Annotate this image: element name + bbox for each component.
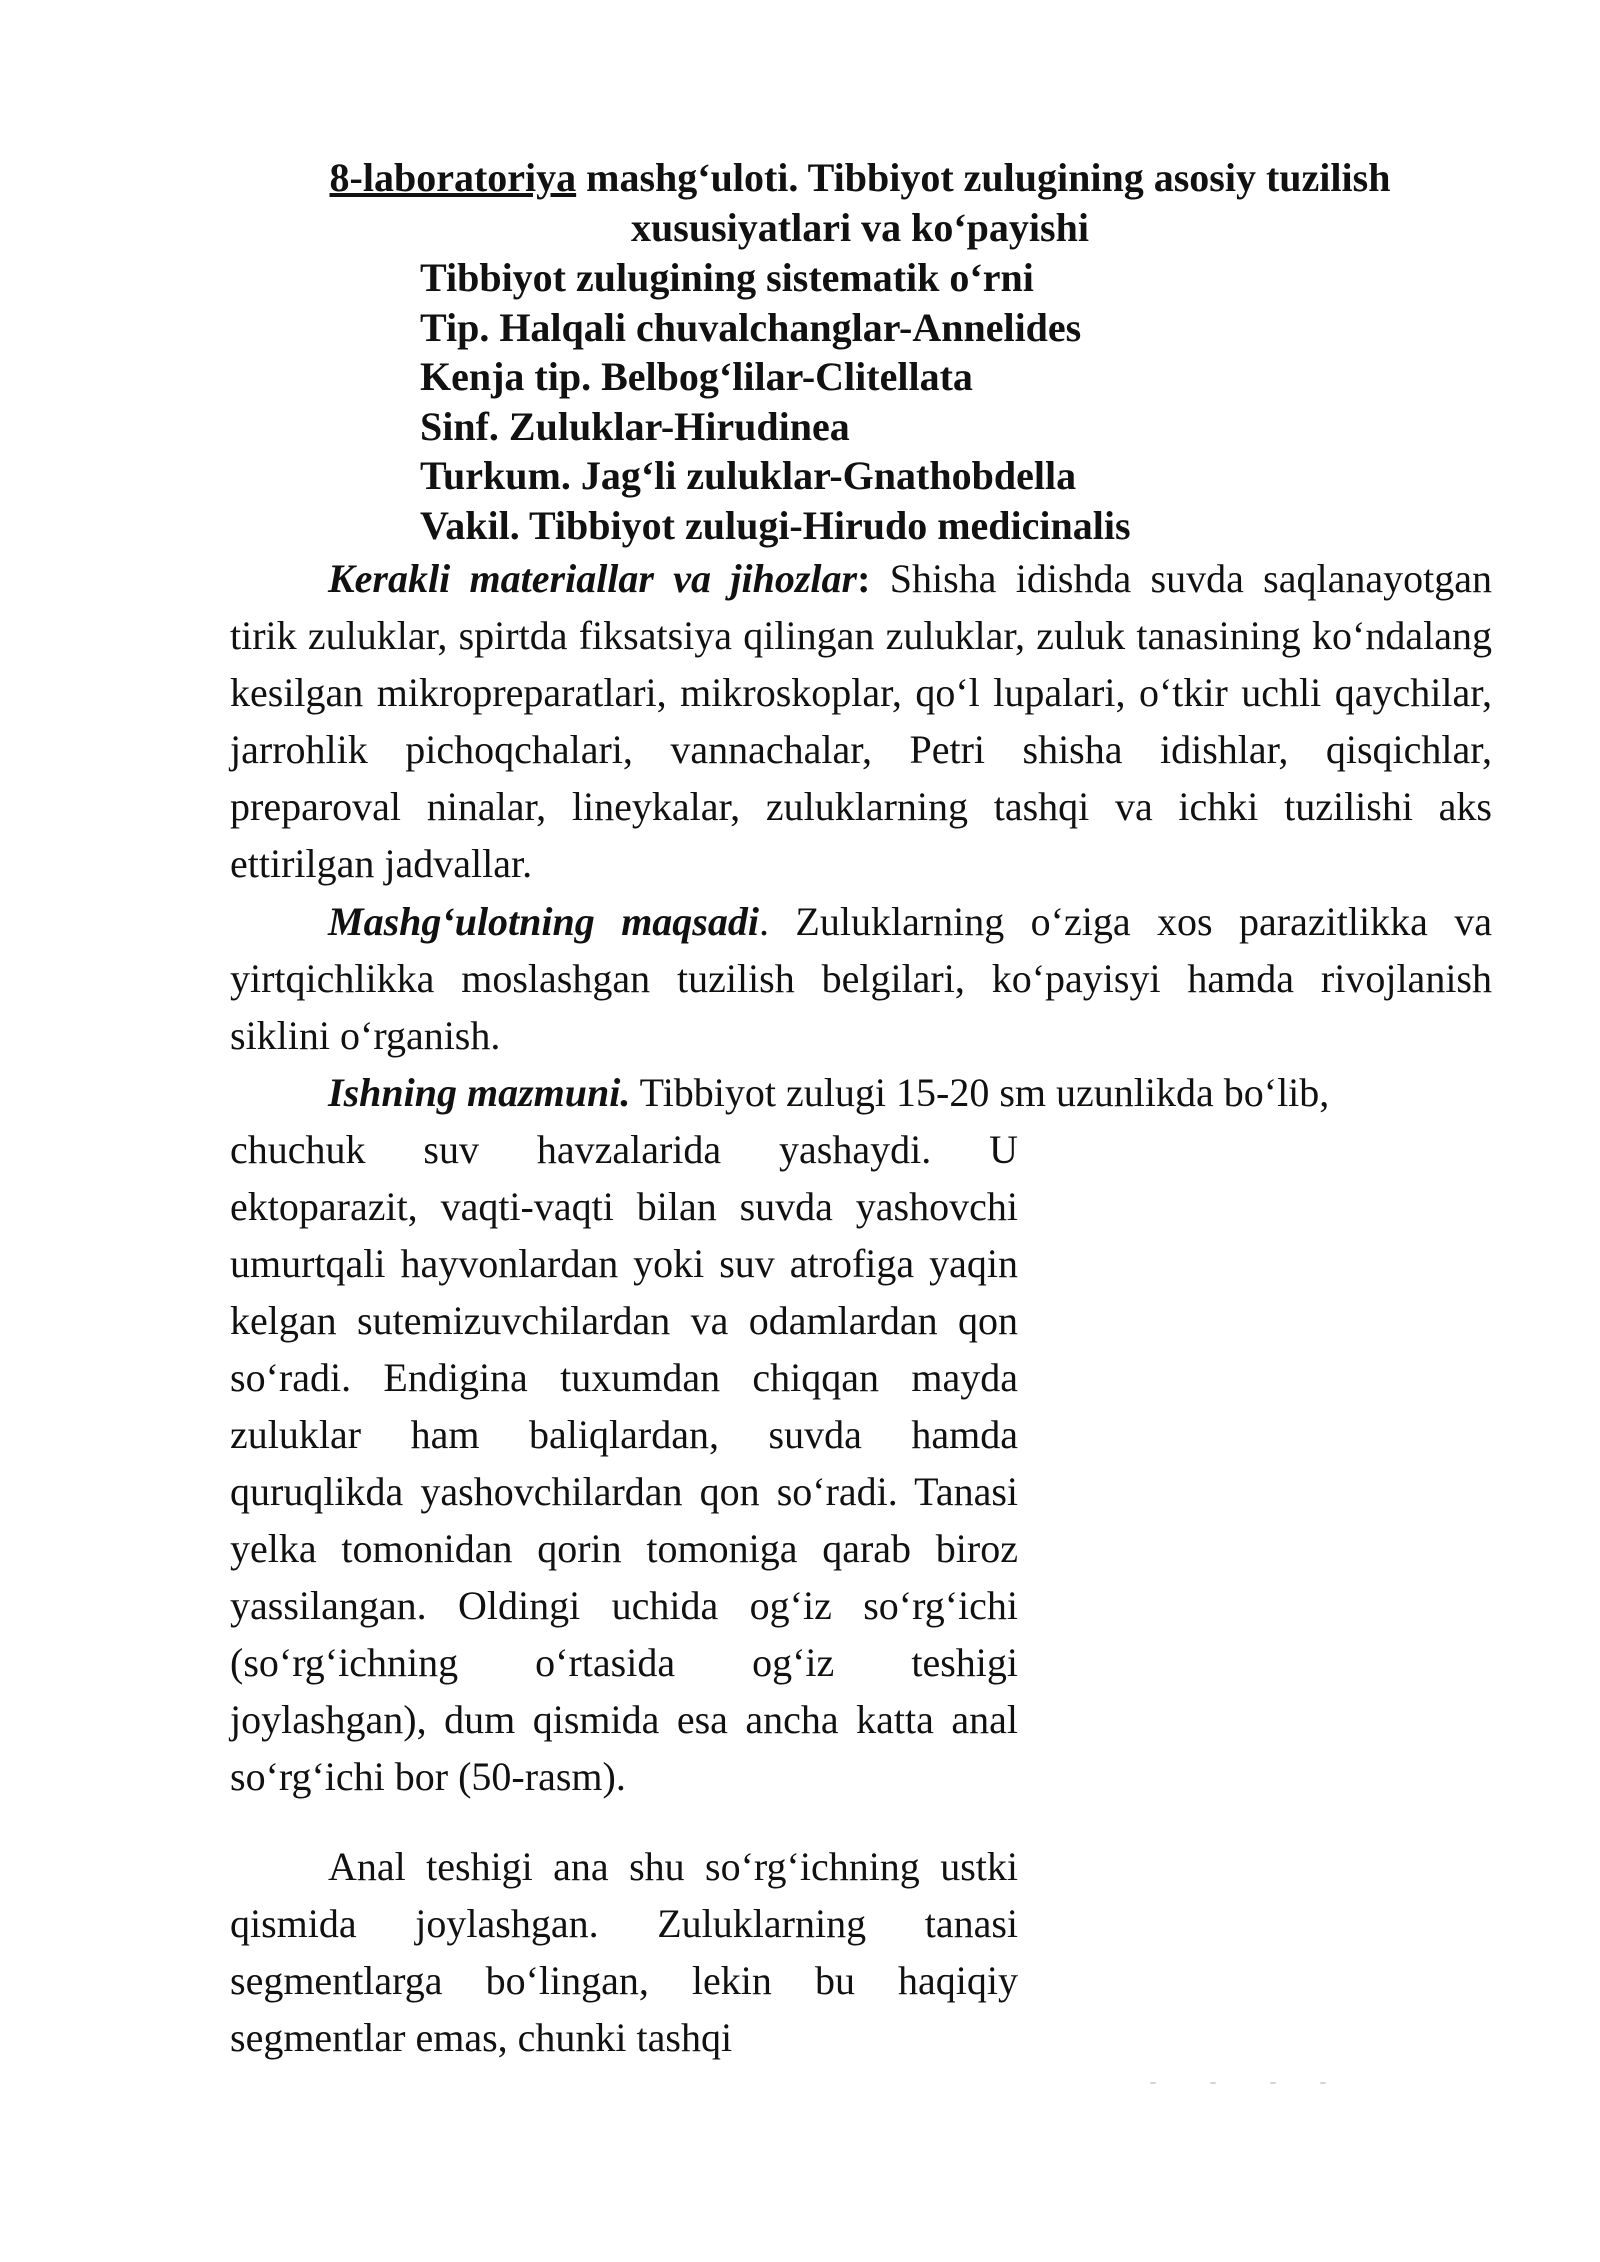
taxonomy-heading: Tibbiyot zulugining sistematik o‘rni (420, 255, 1034, 300)
content-line-text: Tibbiyot zulugi 15-20 sm uzunlikda bo‘lib, (630, 1070, 1330, 1115)
materials-text: Shisha idishda suvda saqlanayotgan tirik zuluklar, spirtda fiksatsiya qilingan zuluklar, zuluk tanasining ko‘ndalang kesilgan mikropreparatlari, mikroskoplar, qo‘l lupalari, o‘tkir uchli qaychilar, jarrohlik pichoqchalari, vannachalar, Petri shisha idishlar, qisqichlar, preparoval ninalar, lineykalar, zuluklarning tashqi va ichki tuzilishi aks ettirilgan jadvallar. (230, 556, 1492, 886)
content-heading: Ishning mazmuni. (328, 1070, 631, 1115)
content-paragraph: chuchuk suv havzalarida yashaydi. U ektoparazit, vaqti-vaqti bilan suvda yashovchi umurtqali hayvonlardan yoki suv atrofiga yaqin kelgan sutemizuvchilardan va odamlardan qon so‘radi. Endigina tuxumdan chiqqan mayda zuluklar ham baliqlardan, suvda hamda quruqlikda yashovchilardan qon so‘radi. Tanasi yelka tomonidan qorin tomoniga qarab biroz yassilangan. Oldingi uchida og‘iz so‘rg‘ichi (so‘rg‘ichning o‘rtasida og‘iz teshigi joylashgan), dum qismida esa ancha katta anal so‘rg‘ichi bor (50-rasm). (230, 1127, 1018, 1799)
title-text: mashg‘uloti. Tibbiyot zulugining asosiy tuzilish xususiyatlari va ko‘payishi (576, 155, 1391, 250)
aim-text: . Zuluklarning o‘ziga xos parazitlikka va yirtqichlikka moslashgan tuzilish belgilari, ko‘payisyi hamda rivojlanish siklini o‘rganish. (230, 899, 1492, 1058)
taxonomy-subtype: Kenja tip. Belbog‘lilar-Clitellata (420, 354, 973, 400)
aim-paragraph (230, 893, 1492, 1064)
anal-paragraph (230, 1838, 1018, 2066)
aim-heading: Mashg‘ulotning maqsadi (328, 899, 759, 944)
taxonomy-type: Tip. Halqali chuvalchanglar-Annelides (420, 304, 1082, 350)
taxonomy-list (420, 253, 1131, 551)
materials-paragraph (230, 550, 1492, 892)
materials-colon: : (857, 556, 871, 601)
page-title (230, 153, 1490, 253)
lab-number-link[interactable]: 8-laboratoriya (329, 155, 577, 200)
taxonomy-species: Vakil. Tibbiyot zulugi-Hirudo medicinalis (420, 502, 1131, 548)
content-first-line (230, 1064, 1492, 1121)
anal-text: Anal teshigi ana shu so‘rg‘ichning ustki qismida joylashgan. Zuluklarning tanasi segmentlarga bo‘lingan, lekin bu haqiqiy segmentlar emas, chunki tashqi (230, 1844, 1018, 2060)
faint-figure-trace (1150, 2082, 1330, 2086)
materials-heading: Kerakli materiallar va jihozlar (328, 556, 858, 601)
taxonomy-class: Sinf. Zuluklar-Hirudinea (420, 403, 850, 449)
taxonomy-order: Turkum. Jag‘li zuluklar-Gnathobdella (420, 453, 1077, 499)
